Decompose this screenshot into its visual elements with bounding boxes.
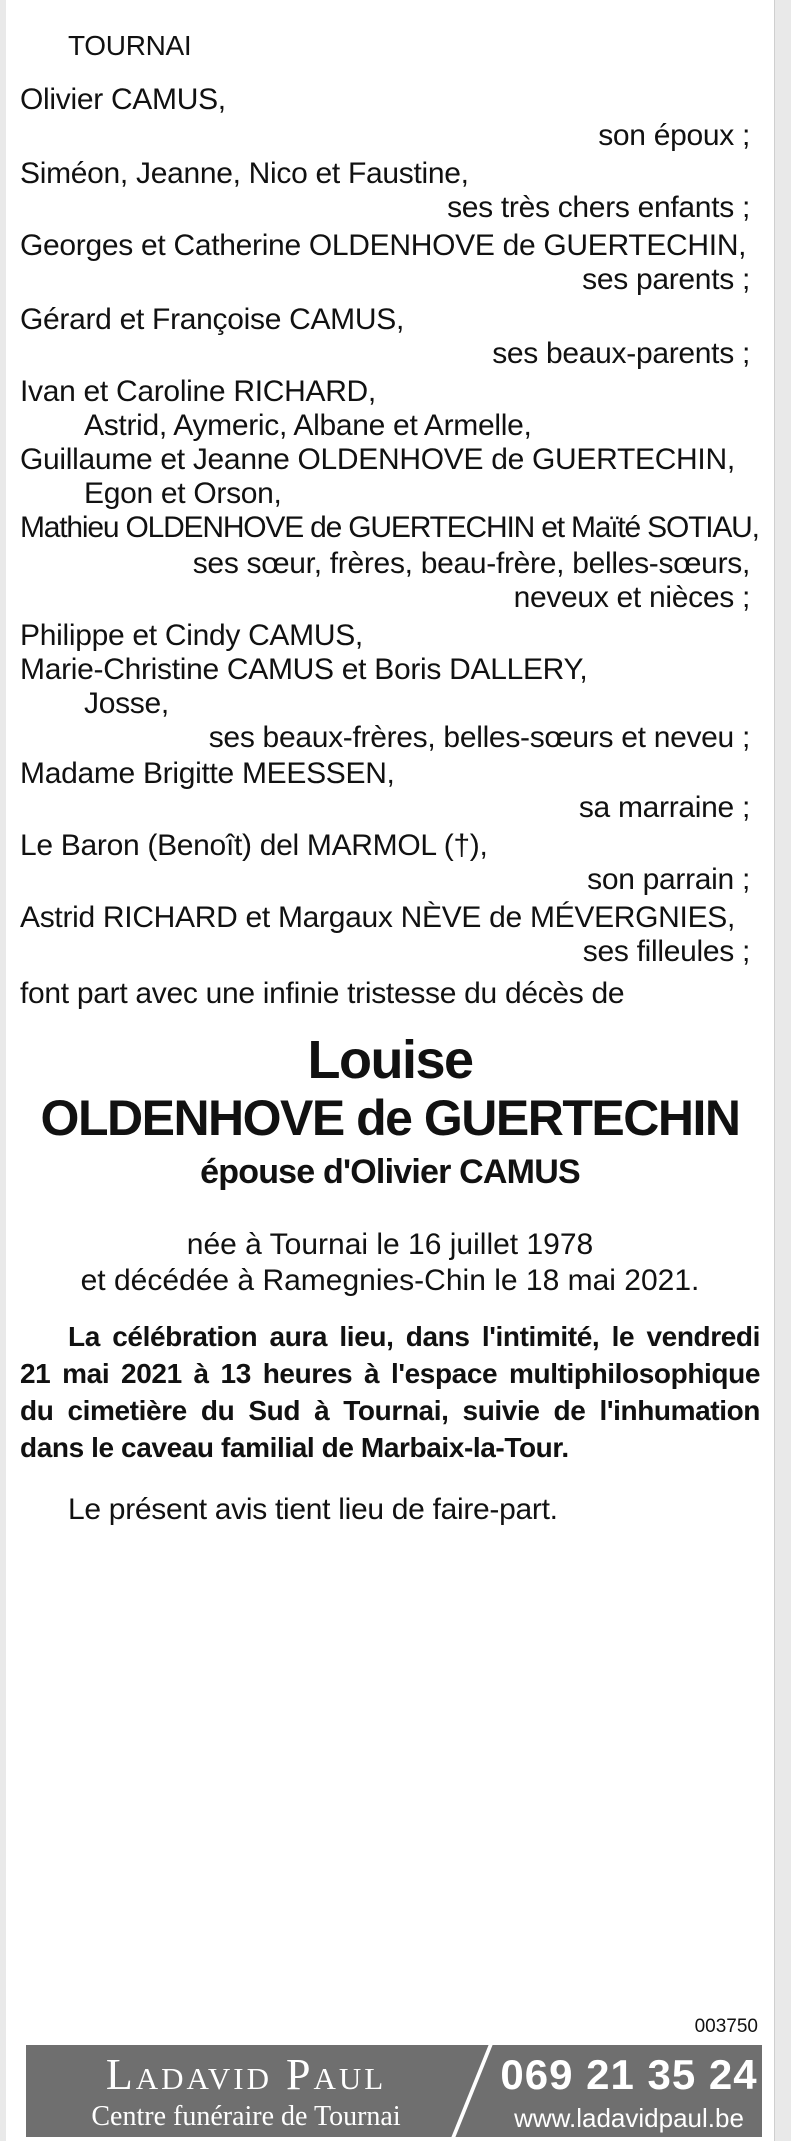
relation-line: ses filleules ; [582,935,750,968]
family-line: Philippe et Cindy CAMUS, [20,619,363,652]
relation-line: ses sœur, frères, beau-frère, belles-sœurs, [192,547,750,580]
family-line: Astrid RICHARD et Margaux NÈVE de MÉVERGNIES, [20,901,736,934]
family-line: Egon et Orson, [84,477,282,510]
deceased-last-name: OLDENHOVE de GUERTECHIN [40,1090,740,1146]
family-line: Guillaume et Jeanne OLDENHOVE de GUERTECHIN, [20,443,735,476]
family-line: Marie-Christine CAMUS et Boris DALLERY, [20,653,588,686]
family-line: Siméon, Jeanne, Nico et Faustine, [20,157,469,190]
family-line: Josse, [84,687,169,720]
ceremony-text: La célébration aura lieu, dans l'intimité, le vendredi 21 mai 2021 à 13 heures à l'espace multiphilosophique du cimetière du Sud à Tournai, suivie de l'inhumation dans le caveau familial de Marbaix-la-Tour. [20,1321,760,1463]
relation-line: son parrain ; [587,863,750,896]
city-header: TOURNAI [68,30,192,61]
family-line: Gérard et Françoise CAMUS, [20,303,404,336]
relation-line: sa marraine ; [578,791,750,824]
relation-line: son époux ; [598,119,750,152]
obituary-card [6,0,775,2141]
family-line: Astrid, Aymeric, Albane et Armelle, [84,409,532,442]
funeral-home-banner [26,2045,762,2137]
family-line: Olivier CAMUS, [20,83,226,116]
relation-line: ses très chers enfants ; [447,191,750,224]
relation-line: neveux et nièces ; [513,581,750,614]
relation-line: ses beaux-frères, belles-sœurs et neveu ; [208,721,750,754]
reference-code: 003750 [694,2016,758,2037]
relation-line: ses beaux-parents ; [492,337,750,370]
deceased-first-name: Louise [307,1030,473,1090]
announcement-line: font part avec une infinie tristesse du décès de [20,977,625,1010]
company-name: Ladavid Paul [105,2050,387,2099]
death-line: et décédée à Ramegnies-Chin le 18 mai 2021. [80,1264,700,1297]
company-subtitle: Centre funéraire de Tournai [91,2101,401,2132]
company-website: www.ladavidpaul.be [514,2103,744,2133]
notice-line: Le présent avis tient lieu de faire-part. [68,1493,558,1526]
banner-divider [464,2045,498,2137]
birth-line: née à Tournai le 16 juillet 1978 [186,1228,594,1261]
company-phone: 069 21 35 24 [500,2051,758,2098]
spouse-line: épouse d'Olivier CAMUS [200,1153,580,1191]
relation-line: ses parents ; [582,263,750,296]
family-line: Ivan et Caroline RICHARD, [20,375,376,408]
family-line: Mathieu OLDENHOVE de GUERTECHIN et Maïté SOTIAU, [20,511,759,544]
family-line: Madame Brigitte MEESSEN, [20,757,395,790]
family-line: Le Baron (Benoît) del MARMOL (†), [20,829,488,862]
family-line: Georges et Catherine OLDENHOVE de GUERTECHIN, [20,229,747,262]
